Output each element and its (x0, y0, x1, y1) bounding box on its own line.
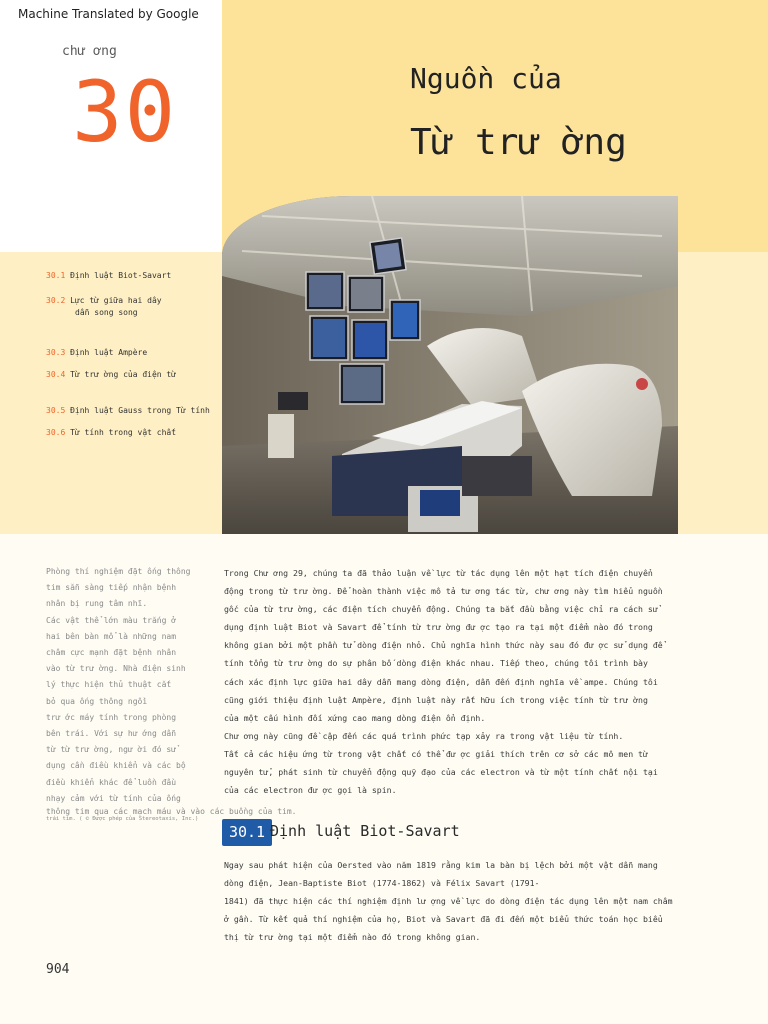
machine-translated-banner: Machine Translated by Google (18, 7, 199, 21)
right-yellow-panel (678, 252, 768, 534)
toc-item[interactable]: 30.4 Từ trư ờng của điện từ (46, 370, 177, 379)
chapter-label: chư ơng (62, 44, 117, 59)
photo-caption: Phòng thí nghiệm đặt ống thông tim sẵn sàng tiếp nhận bệnh nhân bị rung tâm nhĩ. Các vật thể lớn màu trắng ở hai bên bàn mổ là những nam châm cực mạnh đặt bệnh nhân vào từ trư ờng. Nhà điện sinh lý thực hiện thủ thuật cắt bỏ qua ống thông ngồi trư ớc máy tính trong phòng bên trái. Với sự hư ớng dẫn từ từ trư ờng, ngư ời đó sử dụng cần điều khiển và các bộ điều khiển khác để luồn đầu nhạy cảm với từ tính của ống thông tim qua các mạch máu và vào các buồng của tim. (46, 567, 297, 817)
toc-item-continuation[interactable]: dẫn song song (75, 308, 138, 317)
chapter-title-line2: Từ trư ờng (410, 122, 627, 163)
section-number-badge: 30.1 (222, 819, 272, 846)
section-title: Định luật Biot-Savart (270, 822, 460, 840)
page-number: 904 (46, 962, 70, 977)
toc-item[interactable]: 30.3 Định luật Ampère (46, 348, 148, 357)
cath-lab-photo (222, 196, 678, 534)
toc-item[interactable]: 30.6 Từ tính trong vật chất (46, 428, 177, 437)
section-paragraph: Ngay sau phát hiện của Oersted vào năm 1819 rằng kim la bàn bị lệch bởi một vật dẫn mang dòng điện, Jean-Baptiste Biot (1774-1862) và Félix Savart (1791- 1841) đã thực hiện các thí nghiệm định lư ợng về lực do dòng điện tác dụng lên một nam châm ở gần. Từ kết quả thí nghiệm của họ, Biot và Savart đã đi đến một biểu thức toán học biểu thị từ trư ờng tại một điểm nào đó trong không gian. (224, 860, 673, 943)
chapter-intro: Trong Chư ơng 29, chúng ta đã thảo luận về lực từ tác dụng lên một hạt tích điện chuyển động trong từ trư ờng. Để hoàn thành việc mô tả tư ơng tác từ, chư ơng này tìm hiểu nguồn gốc của từ trư ờng, các điện tích chuyển động. Chúng ta bắt đầu bằng việc chỉ ra cách sử dụng định luật Biot và Savart để tính từ trư ờng đư ợc tạo ra tại một điểm nào đó trong không gian bởi một phần tử dòng điện nhỏ. Chủ nghĩa hình thức này sau đó đư ợc sử dụng để tính tổng từ trư ờng do sự phân bố dòng điện khác nhau. Tiếp theo, chúng tôi trình bày cách xác định lực giữa hai dây dẫn mang dòng điện, dẫn đến định nghĩa về ampe. Chúng tôi cũng giới thiệu định luật Ampère, định luật này rất hữu ích trong việc tính từ trư ờng của một cấu hình đối xứng cao mang dòng điện ổn định. Chư ơng này cũng đề cập đến các quá trình phức tạp xảy ra trong vật liệu từ tính. Tất cả các hiệu ứng từ trong vật chất có thể đư ợc giải thích trên cơ sở các mô men từ nguyên tử, phát sinh từ chuyển động quỹ đạo của các electron và từ một tính chất nội tại của các electron đư ợc gọi là spin. (224, 568, 663, 796)
toc-item[interactable]: 30.2 Lực từ giữa hai dây (46, 296, 162, 305)
chapter-number: 30 (72, 63, 178, 161)
toc-item[interactable]: 30.1 Định luật Biot-Savart (46, 271, 172, 280)
chapter-title-line1: Nguồn của (410, 62, 562, 95)
toc-item[interactable]: 30.5 Định luật Gauss trong Từ tính (46, 406, 210, 415)
photo-credit: trái tim. ( © Được phép của Stereotaxis, Inc.) (46, 816, 199, 822)
